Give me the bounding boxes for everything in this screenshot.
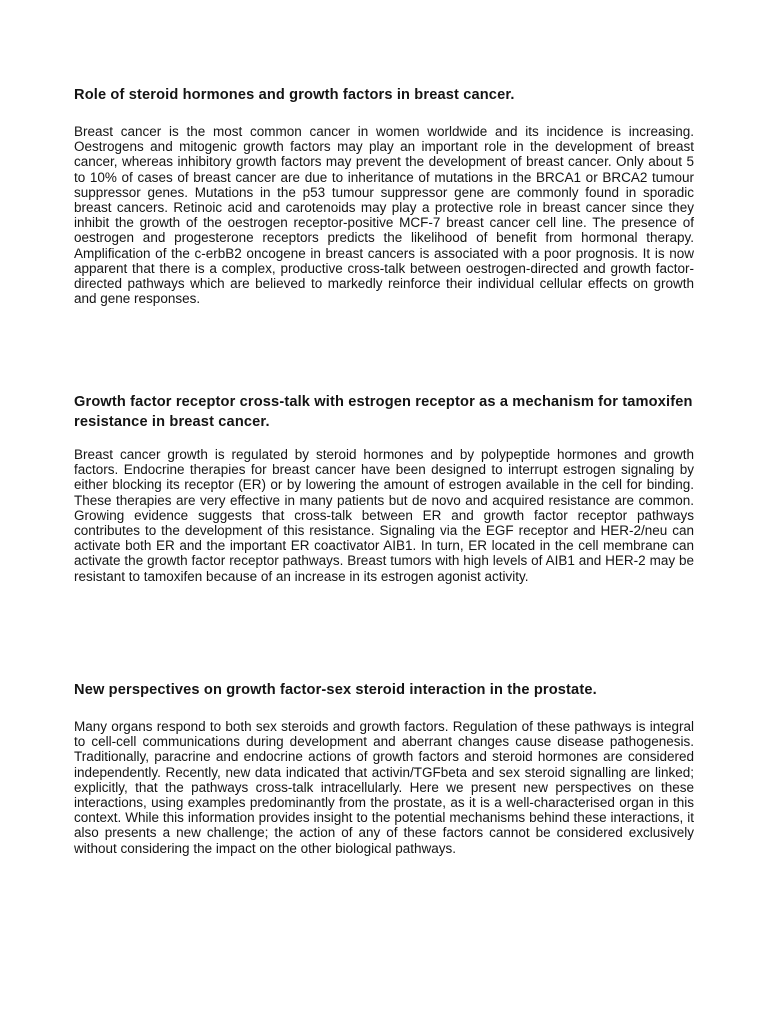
section-title: Role of steroid hormones and growth factors in breast cancer. xyxy=(74,87,515,103)
section-steroid-hormones-breast-cancer xyxy=(74,85,694,306)
section-title: Growth factor receptor cross-talk with estrogen receptor as a mechanism for tamoxifen resistance in breast cancer. xyxy=(74,394,693,430)
section-body: Breast cancer growth is regulated by steroid hormones and by polypeptide hormones and growth factors. Endocrine therapies for breast cancer have been designed to interrupt estrogen signaling by either blocking its receptor (ER) or by lowering the amount of estrogen available in the cell for binding. These therapies are very effective in many patients but de novo and acquired resistance are common. Growing evidence suggests that cross-talk between ER and growth factor receptor pathways contributes to the development of this resistance. Signaling via the EGF receptor and HER-2/neu can activate both ER and the important ER coactivator AIB1. In turn, ER located in the cell membrane can activate the growth factor receptor pathways. Breast tumors with high levels of AIB1 and HER-2 may be resistant to tamoxifen because of an increase in its estrogen agonist activity. xyxy=(74,447,694,584)
section-tamoxifen-resistance xyxy=(74,392,694,584)
section-prostate-interaction xyxy=(74,680,694,856)
section-title: New perspectives on growth factor-sex steroid interaction in the prostate. xyxy=(74,682,597,698)
section-body: Breast cancer is the most common cancer in women worldwide and its incidence is increasing. Oestrogens and mitogenic growth factors may play an important role in the development of breast cancer, whereas inhibitory growth factors may prevent the development of breast cancer. Only about 5 to 10% of cases of breast cancer are due to inheritance of mutations in the BRCA1 or BRCA2 tumour suppressor genes. Mutations in the p53 tumour suppressor gene are commonly found in sporadic breast cancers. Retinoic acid and carotenoids may play a protective role in breast cancer since they inhibit the growth of the oestrogen receptor-positive MCF-7 breast cancer cell line. The presence of oestrogen and progesterone receptors predicts the likelihood of benefit from hormonal therapy. Amplification of the c-erbB2 oncogene in breast cancers is associated with a poor prognosis. It is now apparent that there is a complex, productive cross-talk between oestrogen-directed and growth factor-directed pathways which are believed to markedly reinforce their individual cellular effects on growth and gene responses. xyxy=(74,124,694,307)
section-body: Many organs respond to both sex steroids and growth factors. Regulation of these pathways is integral to cell-cell communications during development and aberrant changes cause disease pathogenesis. Traditionally, paracrine and endocrine actions of growth factors and steroid hormones are considered independently. Recently, new data indicated that activin/TGFbeta and sex steroid signalling are linked; explicitly, that the pathways cross-talk intracellularly. Here we present new perspectives on these interactions, using examples predominantly from the prostate, as it is a well-characterised organ in this context. While this information provides insight to the potential mechanisms behind these interactions, it also presents a new challenge; the action of any of these factors cannot be considered exclusively without considering the impact on the other biological pathways. xyxy=(74,719,694,856)
